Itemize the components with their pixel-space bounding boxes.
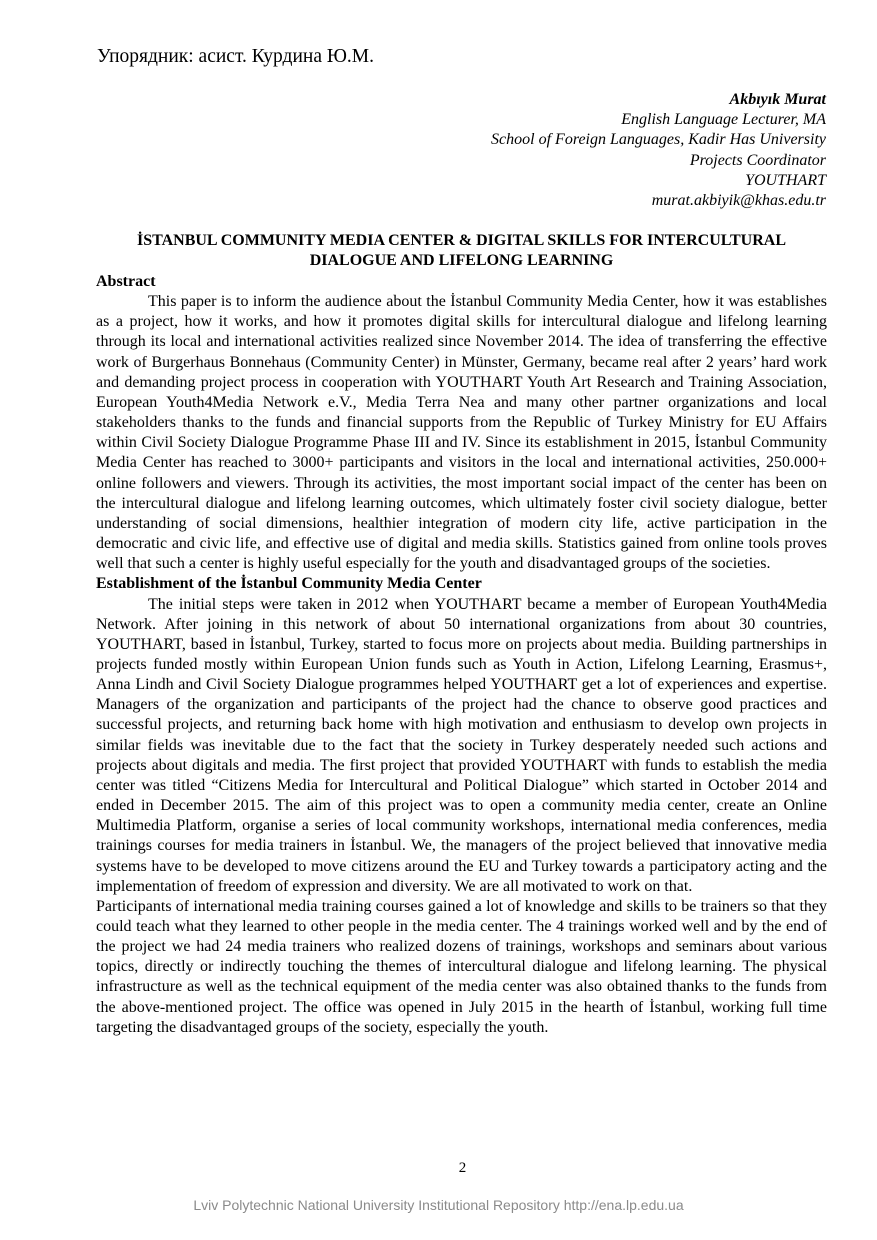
compiler-credit: Упорядник: асист. Курдина Ю.М.: [97, 46, 374, 67]
title-line-1: İSTANBUL COMMUNITY MEDIA CENTER & DIGITAL SKILLS FOR INTERCULTURAL: [136, 232, 786, 249]
author-name: Akbıyık Murat: [729, 91, 826, 108]
page-number: 2: [458, 1160, 467, 1176]
paper-body: [96, 272, 827, 1038]
repository-footer: Lviv Polytechnic National University Institutional Repository http://ena.lp.edu.ua: [193, 1197, 684, 1213]
abstract-paragraph: This paper is to inform the audience about the İstanbul Community Media Center, how it was establishes as a project, how it works, and how it promotes digital skills for intercultural dialogue and lifelong learning through its local and international activities realized since November 2014. The idea of transferring the effective work of Burgerhaus Bonnehaus (Community Center) in Münster, Germany, became real after 2 years’ hard work and demanding project process in cooperation with YOUTHART Youth Art Research and Training Association, European Youth4Media Network e.V., Media Terra Nea and many other partner organizations and local stakeholders thanks to the funds and financial supports from the Republic of Turkey Ministry for EU Affairs within Civil Society Dialogue Programme Phase III and IV. Since its establishment in 2015, İstanbul Community Media Center has reached to 3000+ participants and visitors in the local and international activities, 250.000+ online followers and viewers. Through its activities, the most important social impact of the center has been on the intercultural dialogue and lifelong learning outcomes, which ultimately foster civil society dialogue, better understanding of social dimensions, healthier integration of modern city life, active participation in the democratic and civic life, and effective use of digital and media skills. Statistics gained from online tools proves well that such a center is highly useful especially for the youth and disadvantaged groups of the societies.: [96, 293, 827, 573]
author-role: Projects Coordinator: [689, 151, 826, 169]
author-position: English Language Lecturer, MA: [621, 111, 826, 129]
body-paragraph: The initial steps were taken in 2012 when YOUTHART became a member of European Youth4Media Network. After joining in this network of about 50 international organizations from about 30 countries, YOUTHART, based in İstanbul, Turkey, started to focus more on projects about media. Building partnerships in projects funded mostly within European Union funds such as Youth in Action, Lifelong Learning, Erasmus+, Anna Lindh and Civil Society Dialogue programmes helped YOUTHART get a lot of experiences and expertise. Managers of the organization and participants of the project had the chance to observe good practices and successful projects, and returning back home with high motivation and enthusiasm to develop own projects in similar fields was inevitable due to the fact that the society in Turkey desperately needed such actions and projects about digitals and media. The first project that provided YOUTHART with funds to establish the media center was titled “Citizens Media for Intercultural and Political Dialogue” which started in October 2014 and ended in December 2015. The aim of this project was to open a community media center, create an Online Multimedia Platform, organise a series of local community workshops, international media conferences, media trainings courses for media trainers in İstanbul. We, the managers of the project believed that innovative media systems have to be developed to move citizens around the EU and Turkey towards a participatory acting and the implementation of freedom of expression and diversity. We are all motivated to work on that.: [96, 595, 827, 895]
body-paragraph: Participants of international media training courses gained a lot of knowledge and skills to be trainers so that they could teach what they learned to other people in the media center. The 4 trainings worked well and by the end of the project we had 24 media trainers who realized dozens of trainings, workshops and seminars about various topics, directly or indirectly touching the themes of intercultural dialogue and lifelong learning. The physical infrastructure as well as the technical equipment of the media center was also obtained thanks to the funds from the above-mentioned project. The office was opened in July 2015 in the hearth of İstanbul, working full time targeting the disadvantaged groups of the society, especially the youth.: [96, 897, 827, 1036]
author-affiliation: School of Foreign Languages, Kadir Has University: [491, 131, 826, 149]
abstract-heading: Abstract: [96, 273, 156, 290]
author-email: murat.akbiyik@khas.edu.tr: [651, 192, 826, 210]
title-line-2: DIALOGUE AND LIFELONG LEARNING: [309, 252, 614, 270]
paper-title: [96, 231, 827, 271]
author-block: [491, 90, 826, 211]
section-heading-establishment: Establishment of the İstanbul Community Media Center: [96, 575, 482, 593]
author-organization: YOUTHART: [745, 171, 826, 189]
